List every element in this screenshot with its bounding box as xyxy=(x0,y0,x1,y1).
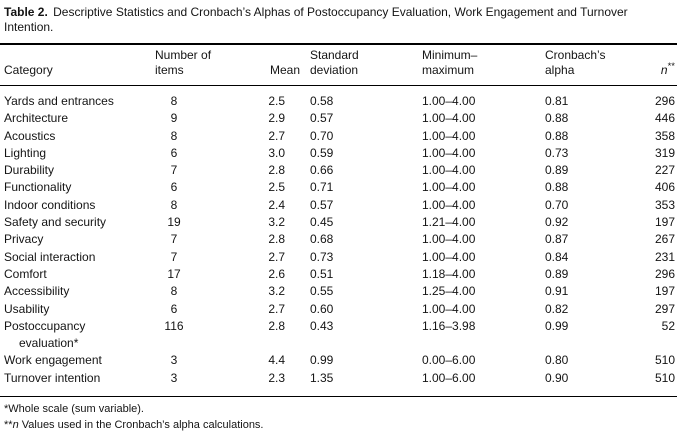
cell-alpha: 0.84 xyxy=(545,249,569,264)
cell-sd: 0.59 xyxy=(310,145,334,160)
cell-category: Functionality xyxy=(4,180,72,195)
table-caption xyxy=(0,0,677,35)
cell-items: 8 xyxy=(170,284,178,299)
cell-minmax: 1.18–4.00 xyxy=(422,266,476,281)
cell-items: 8 xyxy=(170,128,178,143)
table-row xyxy=(0,318,677,353)
cell-n: 197 xyxy=(654,284,675,299)
table-caption-text: Descriptive Statistics and Cronbach’s Alphas of Postoccupancy Evaluation, Work Engagement and Turnover Intention. xyxy=(4,5,628,34)
cell-minmax: 1.16–3.98 xyxy=(422,318,476,333)
cell-minmax: 1.00–4.00 xyxy=(422,197,476,212)
cell-n: 353 xyxy=(654,197,675,212)
table-row xyxy=(0,266,677,283)
cell-mean: 2.3 xyxy=(268,370,285,385)
cell-items: 9 xyxy=(170,111,178,126)
table-row xyxy=(0,145,677,162)
cell-sd: 0.99 xyxy=(310,353,334,368)
cell-n: 296 xyxy=(654,94,675,108)
cell-items: 7 xyxy=(170,163,178,178)
cell-mean: 2.9 xyxy=(268,111,285,126)
cell-items: 116 xyxy=(164,318,184,333)
table-header-row xyxy=(0,44,677,86)
header-standard-deviation xyxy=(302,44,420,86)
header-line xyxy=(648,63,675,78)
cell-alpha: 0.81 xyxy=(545,94,569,108)
cell-items: 8 xyxy=(170,197,178,212)
cell-category: Durability xyxy=(4,163,55,178)
cell-category: Social interaction xyxy=(4,249,96,264)
cell-n: 267 xyxy=(654,232,675,247)
header-line: Standard xyxy=(310,48,359,62)
header-cronbachs-alpha xyxy=(540,44,648,86)
cell-sd: 0.57 xyxy=(310,111,334,126)
cell-mean: 2.5 xyxy=(268,180,285,195)
cell-category: Turnover intention xyxy=(4,370,101,385)
cell-minmax: 1.00–4.00 xyxy=(422,145,476,160)
cell-sd: 0.45 xyxy=(310,215,334,230)
cell-items: 6 xyxy=(170,180,178,195)
cell-category: Architecture xyxy=(4,111,69,126)
table-row xyxy=(0,352,677,369)
cell-mean: 2.8 xyxy=(268,163,285,178)
cell-alpha: 0.70 xyxy=(545,197,569,212)
cell-category: Indoor conditions xyxy=(4,197,96,212)
cell-alpha: 0.89 xyxy=(545,163,569,178)
table-row xyxy=(0,249,677,266)
cell-n: 52 xyxy=(661,318,675,333)
cell-items: 19 xyxy=(167,215,181,230)
header-line: Number of xyxy=(155,48,212,62)
footnote-whole-scale: *Whole scale (sum variable). xyxy=(4,403,144,416)
cell-alpha: 0.89 xyxy=(545,266,569,281)
cell-sd: 0.51 xyxy=(310,266,334,281)
cell-mean: 2.7 xyxy=(268,249,285,264)
header-n xyxy=(648,44,677,86)
cell-alpha: 0.88 xyxy=(545,111,569,126)
cell-minmax: 1.00–4.00 xyxy=(422,249,476,264)
cell-sd: 1.35 xyxy=(310,370,334,385)
cell-alpha: 0.82 xyxy=(545,301,569,316)
statistics-table xyxy=(0,43,677,397)
cell-sd: 0.71 xyxy=(310,180,334,195)
cell-minmax: 1.00–4.00 xyxy=(422,180,476,195)
table-row xyxy=(0,214,677,231)
table-row xyxy=(0,197,677,214)
table-row xyxy=(0,162,677,179)
cell-alpha: 0.91 xyxy=(545,284,569,299)
cell-n: 227 xyxy=(654,163,675,178)
cell-minmax: 1.25–4.00 xyxy=(422,284,476,299)
cell-mean: 2.8 xyxy=(268,232,285,247)
cell-sd: 0.70 xyxy=(310,128,334,143)
cell-n: 406 xyxy=(654,180,675,195)
footnote-text: Values used in the Cronbach’s alpha calculations. xyxy=(18,419,264,432)
cell-minmax: 0.00–6.00 xyxy=(422,353,476,368)
cell-minmax: 1.00–4.00 xyxy=(422,111,476,126)
cell-minmax: 1.21–4.00 xyxy=(422,215,476,230)
cell-category: Work engagement xyxy=(4,353,102,368)
n-symbol: n xyxy=(660,63,668,77)
table-row xyxy=(0,110,677,127)
cell-items: 6 xyxy=(170,145,178,160)
header-line: Category xyxy=(4,63,53,77)
cell-sd: 0.57 xyxy=(310,197,334,212)
cell-n: 296 xyxy=(654,266,675,281)
cell-sd: 0.58 xyxy=(310,94,334,108)
table-row xyxy=(0,128,677,145)
table-row xyxy=(0,179,677,196)
cell-sd: 0.66 xyxy=(310,163,334,178)
cell-alpha: 0.90 xyxy=(545,370,569,385)
cell-alpha: 0.99 xyxy=(545,318,569,333)
cell-items: 7 xyxy=(170,232,178,247)
cell-category: Lighting xyxy=(4,145,47,160)
cell-category: Acoustics xyxy=(4,128,56,143)
cell-minmax: 1.00–4.00 xyxy=(422,94,476,108)
cell-category: Accessibility xyxy=(4,284,70,299)
cell-mean: 2.4 xyxy=(268,197,285,212)
table-caption-label: Table 2. xyxy=(4,5,48,19)
header-category xyxy=(0,44,148,86)
header-line: maximum xyxy=(422,63,475,77)
cell-mean: 3.2 xyxy=(268,284,285,299)
cell-items: 3 xyxy=(170,353,178,368)
cell-mean: 2.7 xyxy=(268,301,285,316)
header-line: alpha xyxy=(545,63,575,77)
cell-alpha: 0.73 xyxy=(545,145,569,160)
cell-category: Comfort xyxy=(4,266,47,281)
cell-items: 17 xyxy=(167,266,181,281)
cell-alpha: 0.88 xyxy=(545,128,569,143)
cell-sd: 0.73 xyxy=(310,249,334,264)
cell-n: 231 xyxy=(654,249,675,264)
cell-mean: 2.7 xyxy=(268,128,285,143)
cell-items: 3 xyxy=(170,370,178,385)
table-header xyxy=(0,44,677,86)
cell-n: 197 xyxy=(654,215,675,230)
header-line: Cronbach’s xyxy=(545,48,606,62)
cell-items: 7 xyxy=(170,249,178,264)
cell-minmax: 1.00–6.00 xyxy=(422,370,476,385)
cell-mean: 2.8 xyxy=(268,318,285,333)
cell-n: 319 xyxy=(654,145,675,160)
cell-category: Privacy xyxy=(4,232,44,247)
cell-mean: 2.6 xyxy=(268,266,285,281)
cell-sd: 0.60 xyxy=(310,301,334,316)
cell-n: 510 xyxy=(654,353,675,368)
cell-alpha: 0.80 xyxy=(545,353,569,368)
cell-sd: 0.55 xyxy=(310,284,334,299)
header-line: deviation xyxy=(310,63,359,77)
cell-minmax: 1.00–4.00 xyxy=(422,232,476,247)
cell-items: 8 xyxy=(170,94,178,108)
cell-minmax: 1.00–4.00 xyxy=(422,163,476,178)
double-asterisk: ** xyxy=(667,61,675,72)
table-row xyxy=(0,231,677,248)
cell-items: 6 xyxy=(170,301,178,316)
header-line: items xyxy=(155,63,184,77)
cell-alpha: 0.92 xyxy=(545,215,569,230)
header-mean xyxy=(200,44,302,86)
cell-n: 510 xyxy=(654,370,675,385)
cell-n: 358 xyxy=(654,128,675,143)
cell-alpha: 0.88 xyxy=(545,180,569,195)
cell-mean: 3.0 xyxy=(268,145,285,160)
cell-mean: 3.2 xyxy=(268,215,285,230)
cell-category: Yards and entrances xyxy=(4,94,114,108)
cell-n: 297 xyxy=(654,301,675,316)
cell-sd: 0.68 xyxy=(310,232,334,247)
cell-category: Usability xyxy=(4,301,50,316)
table-row xyxy=(0,86,677,111)
table-row xyxy=(0,283,677,300)
header-minimum-maximum xyxy=(420,44,540,86)
cell-category: Safety and security xyxy=(4,215,107,230)
cell-n: 446 xyxy=(654,111,675,126)
cell-mean: 2.5 xyxy=(268,94,285,108)
table-body xyxy=(0,86,677,397)
footnotes xyxy=(0,397,677,433)
header-line: Mean xyxy=(269,63,300,77)
cell-sd: 0.43 xyxy=(310,318,334,333)
header-number-of-items xyxy=(148,44,212,86)
table-row xyxy=(0,301,677,318)
header-line: Minimum– xyxy=(422,48,478,62)
table-row xyxy=(0,370,677,397)
cell-minmax: 1.00–4.00 xyxy=(422,301,476,316)
n-symbol: n xyxy=(12,419,19,432)
footnote-n-values xyxy=(4,417,673,433)
footnote-asterisks: ** xyxy=(4,419,13,432)
cell-mean: 4.4 xyxy=(268,353,285,368)
cell-minmax: 1.00–4.00 xyxy=(422,128,476,143)
cell-alpha: 0.87 xyxy=(545,232,569,247)
cell-category: Postoccupancy evaluation* xyxy=(4,318,86,351)
